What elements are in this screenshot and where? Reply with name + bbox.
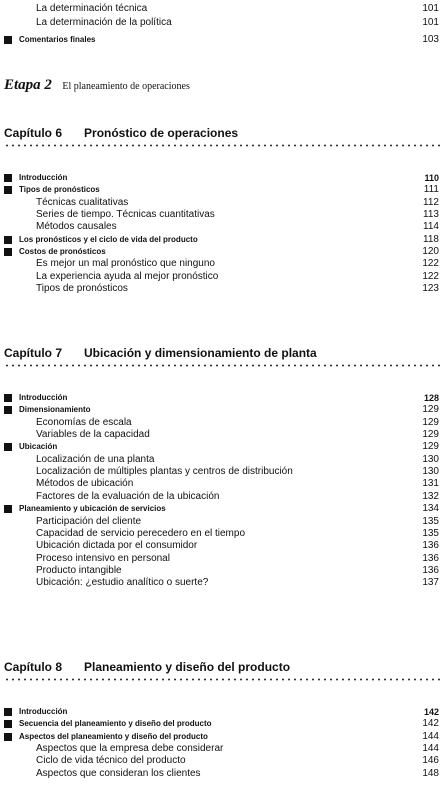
entry-title: Introducción — [19, 393, 68, 402]
entry-title: Introducción — [19, 173, 68, 182]
entry-title: Técnicas cualitativas — [36, 197, 129, 208]
page-number: 136 — [422, 540, 439, 551]
toc-subentry[interactable] — [0, 221, 445, 235]
page-number: 110 — [424, 173, 439, 183]
entry-title: Métodos de ubicación — [36, 478, 134, 489]
entry-title: Capacidad de servicio perecedero en el tiempo — [36, 528, 246, 539]
chapter-heading — [4, 124, 238, 142]
toc-subentry[interactable] — [0, 283, 445, 297]
page-number: 131 — [422, 478, 439, 489]
entry-title: Producto intangible — [36, 565, 122, 576]
entry-title: Proceso intensivo en personal — [36, 553, 170, 564]
page-number: 129 — [422, 429, 439, 440]
etapa-title: El planeamiento de operaciones — [62, 81, 190, 92]
page-number: 112 — [423, 197, 439, 208]
page-number: 146 — [422, 755, 439, 766]
chapter-heading — [4, 658, 290, 676]
chapter-heading — [4, 344, 317, 362]
page-number: 129 — [422, 417, 439, 428]
chapter-number: Capítulo 6 — [4, 126, 63, 140]
chapter-title: Planeamiento y diseño del producto — [84, 660, 291, 674]
page-number: 122 — [422, 271, 439, 282]
entry-title: Aspectos que consideran los clientes — [36, 768, 201, 779]
entry-title: La determinación de la política — [36, 17, 172, 28]
page-number: 129 — [422, 404, 439, 415]
dotted-rule — [4, 144, 441, 147]
entry-title: Ubicación: ¿estudio analítico o suerte? — [36, 577, 209, 588]
page-number: 123 — [422, 283, 439, 294]
page-number: 101 — [422, 17, 439, 28]
page-number: 101 — [422, 3, 439, 14]
page-number: 136 — [422, 565, 439, 576]
entry-title: Ciclo de vida técnico del producto — [36, 755, 186, 766]
bullet-square-icon — [4, 186, 12, 194]
page-number: 130 — [422, 466, 439, 477]
entry-title: La determinación técnica — [36, 3, 148, 14]
toc-subentry[interactable] — [0, 577, 445, 591]
toc-section-entry[interactable] — [0, 503, 445, 517]
entry-title: Es mejor un mal pronóstico que ninguno — [36, 258, 215, 269]
page-number: 114 — [423, 221, 439, 232]
bullet-square-icon — [4, 394, 12, 402]
page-number: 136 — [422, 553, 439, 564]
toc-section-entry[interactable] — [0, 34, 445, 48]
bullet-square-icon — [4, 36, 12, 44]
bullet-square-icon — [4, 708, 12, 716]
bullet-square-icon — [4, 406, 12, 414]
toc-section-entry[interactable] — [0, 718, 445, 732]
entry-title: Aspectos del planeamiento y diseño del producto — [19, 732, 208, 741]
toc-section-entry[interactable] — [0, 404, 445, 418]
entry-title: Ubicación — [19, 442, 58, 451]
bullet-square-icon — [4, 236, 12, 244]
page-number: 144 — [422, 731, 439, 742]
page-number: 128 — [423, 393, 439, 403]
bullet-square-icon — [4, 174, 12, 182]
page-number: 148 — [422, 768, 439, 779]
entry-title: Costos de pronósticos — [19, 247, 106, 256]
dotted-rule — [4, 364, 441, 367]
entry-title: Localización de múltiples plantas y centros de distribución — [36, 466, 293, 477]
page-number: 135 — [422, 516, 439, 527]
entry-title: Ubicación dictada por el consumidor — [36, 540, 198, 551]
entry-title: Secuencia del planeamiento y diseño del producto — [19, 719, 212, 728]
toc-subentry[interactable] — [0, 755, 445, 769]
toc-subentry[interactable] — [0, 478, 445, 492]
bullet-square-icon — [4, 720, 12, 728]
page-number: 113 — [423, 209, 439, 220]
entry-title: Economías de escala — [36, 417, 132, 428]
etapa-label: Etapa 2 — [4, 77, 52, 93]
toc-section-entry[interactable] — [0, 441, 445, 455]
page-number: 142 — [422, 718, 439, 729]
bullet-square-icon — [4, 505, 12, 513]
entry-title: Variables de la capacidad — [36, 429, 150, 440]
toc-subentry[interactable] — [0, 3, 445, 17]
entry-title: Participación del cliente — [36, 516, 142, 527]
page-number: 103 — [422, 34, 439, 45]
page-number: 130 — [422, 454, 439, 465]
page-number: 122 — [422, 258, 439, 269]
entry-title: Introducción — [19, 707, 68, 716]
entry-title: Factores de la evaluación de la ubicación — [36, 491, 220, 502]
bullet-square-icon — [4, 248, 12, 256]
entry-title: Planeamiento y ubicación de servicios — [19, 504, 166, 513]
page-number: 111 — [423, 184, 439, 195]
page-number: 142 — [423, 707, 439, 717]
chapter-title: Pronóstico de operaciones — [84, 126, 239, 140]
toc-subentry[interactable] — [0, 258, 445, 272]
page-number: 132 — [422, 491, 439, 502]
page-number: 120 — [422, 246, 439, 257]
entry-title: Aspectos que la empresa debe considerar — [36, 743, 224, 754]
toc-subentry[interactable] — [0, 768, 445, 782]
page-number: 137 — [422, 577, 439, 588]
bullet-square-icon — [4, 733, 12, 741]
page-number: 118 — [423, 234, 439, 245]
page-number: 129 — [422, 441, 439, 452]
toc-subentry[interactable] — [0, 17, 445, 31]
entry-title: Localización de una planta — [36, 454, 155, 465]
chapter-number: Capítulo 8 — [4, 660, 63, 674]
entry-title: Tipos de pronósticos — [19, 185, 100, 194]
page-number: 135 — [422, 528, 439, 539]
entry-title: La experiencia ayuda al mejor pronóstico — [36, 271, 219, 282]
dotted-rule — [4, 678, 441, 681]
chapter-title: Ubicación y dimensionamiento de planta — [84, 346, 317, 360]
chapter-number: Capítulo 7 — [4, 346, 63, 360]
page-number: 134 — [422, 503, 439, 514]
entry-title: Tipos de pronósticos — [36, 283, 128, 294]
etapa-heading — [4, 76, 190, 96]
entry-title: Los pronósticos y el ciclo de vida del producto — [19, 235, 198, 244]
page-number: 144 — [422, 743, 439, 754]
toc-section-entry[interactable] — [0, 184, 445, 198]
entry-title: Series de tiempo. Técnicas cuantitativas — [36, 209, 215, 220]
bullet-square-icon — [4, 443, 12, 451]
toc-subentry[interactable] — [0, 540, 445, 554]
entry-title: Dimensionamiento — [19, 405, 91, 414]
entry-title: Métodos causales — [36, 221, 117, 232]
entry-title: Comentarios finales — [19, 35, 96, 44]
